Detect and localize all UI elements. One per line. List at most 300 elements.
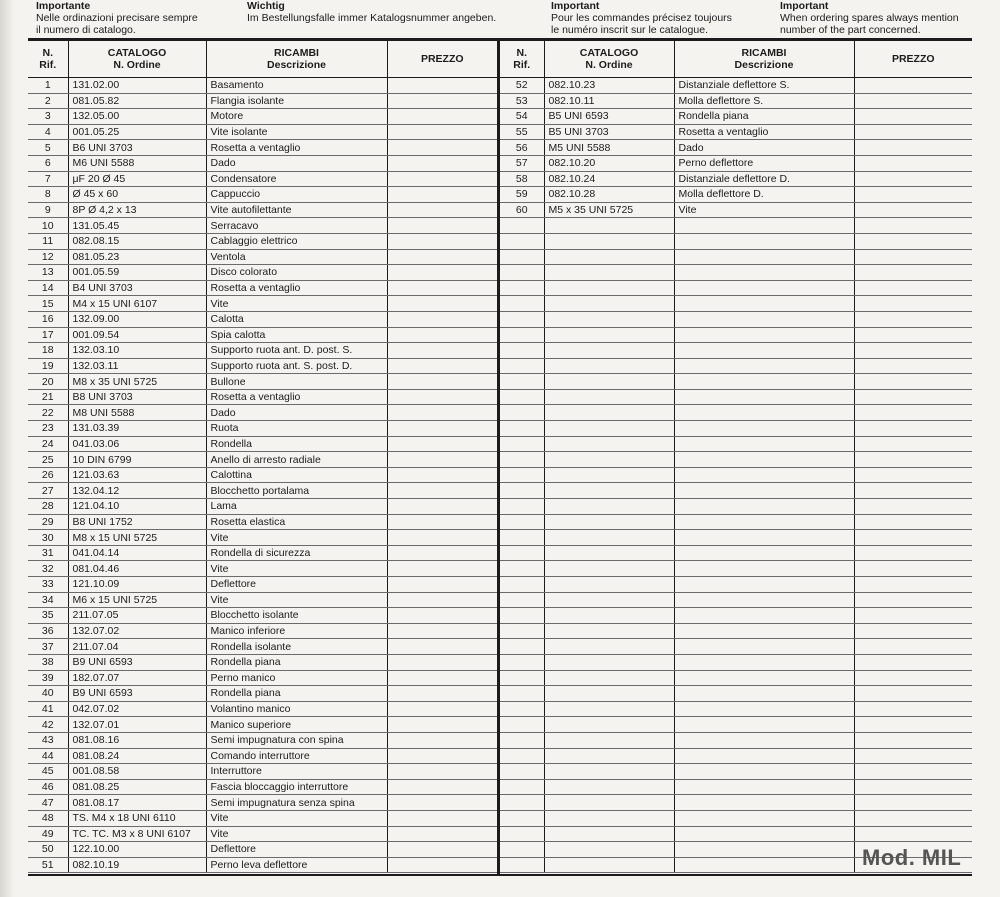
table-row [28,608,497,624]
cell-catalogo: 211.07.04 [68,639,206,655]
cell-descrizione [674,732,854,748]
cell-prezzo [387,374,497,390]
cell-prezzo [387,405,497,421]
table-row [28,389,497,405]
cell-prezzo [854,561,972,577]
cell-catalogo [544,717,674,733]
bottom-rule [28,874,972,876]
parts-list [28,41,972,876]
cell-catalogo [544,561,674,577]
table-row [500,249,972,265]
cell-descrizione [674,577,854,593]
cell-rif: 31 [28,545,68,561]
table-row [28,514,497,530]
cell-prezzo [387,748,497,764]
cell-descrizione: Distanziale deflettore D. [674,171,854,187]
col-prezzo-header: PREZZO [387,41,497,78]
cell-rif: 54 [500,109,544,125]
cell-prezzo [854,577,972,593]
cell-prezzo [387,561,497,577]
cell-prezzo [387,592,497,608]
cell-rif [500,670,544,686]
cell-prezzo [854,717,972,733]
table-row [28,810,497,826]
table-row [28,764,497,780]
cell-catalogo: 132.09.00 [68,311,206,327]
cell-prezzo [387,296,497,312]
cell-descrizione: Manico inferiore [206,623,387,639]
cell-descrizione: Distanziale deflettore S. [674,78,854,94]
cell-prezzo [387,639,497,655]
cell-prezzo [387,842,497,858]
cell-rif: 28 [28,499,68,515]
cell-prezzo [854,608,972,624]
cell-catalogo: 001.09.54 [68,327,206,343]
cell-catalogo [544,483,674,499]
cell-prezzo [854,545,972,561]
cell-rif: 42 [28,717,68,733]
cell-catalogo [544,389,674,405]
cell-rif [500,499,544,515]
cell-descrizione: Supporto ruota ant. D. post. S. [206,343,387,359]
cell-catalogo: B8 UNI 3703 [68,389,206,405]
cell-rif: 49 [28,826,68,842]
table-row [28,530,497,546]
table-row [500,311,972,327]
cell-descrizione: Vite [206,561,387,577]
cell-descrizione [674,764,854,780]
cell-descrizione [674,701,854,717]
cell-catalogo [544,218,674,234]
cell-rif [500,748,544,764]
cell-catalogo: 082.10.24 [544,171,674,187]
cell-descrizione: Vite [206,296,387,312]
cell-prezzo [854,296,972,312]
cell-descrizione [674,686,854,702]
cell-catalogo: 121.10.09 [68,577,206,593]
cell-descrizione: Perno deflettore [674,155,854,171]
cell-descrizione [674,374,854,390]
cell-rif: 30 [28,530,68,546]
cell-prezzo [854,592,972,608]
table-row [28,748,497,764]
cell-descrizione [674,405,854,421]
cell-catalogo [544,577,674,593]
cell-rif: 51 [28,857,68,873]
cell-descrizione [674,296,854,312]
table-row [28,499,497,515]
cell-prezzo [854,155,972,171]
cell-rif: 27 [28,483,68,499]
cell-descrizione: Rondella piana [206,686,387,702]
cell-rif [500,265,544,281]
cell-prezzo [854,202,972,218]
note-french [551,0,732,36]
cell-catalogo: 081.05.82 [68,93,206,109]
cell-prezzo [387,78,497,94]
cell-descrizione: Blocchetto isolante [206,608,387,624]
table-row [28,78,497,94]
cell-rif: 40 [28,686,68,702]
cell-prezzo [387,530,497,546]
cell-prezzo [387,93,497,109]
cell-rif: 5 [28,140,68,156]
cell-rif: 44 [28,748,68,764]
note-line: Im Bestellungsfalle immer Katalogsnummer angeben. [247,12,497,24]
cell-descrizione [674,358,854,374]
cell-prezzo [854,233,972,249]
cell-catalogo: M5 UNI 5588 [544,140,674,156]
table-row [500,202,972,218]
cell-prezzo [854,748,972,764]
cell-descrizione: Rondella piana [206,654,387,670]
cell-catalogo: 001.05.59 [68,265,206,281]
table-row [500,436,972,452]
cell-descrizione: Basamento [206,78,387,94]
table-row [28,265,497,281]
table-row [500,826,972,842]
note-heading: Important [551,0,600,12]
table-row [28,467,497,483]
cell-prezzo [854,78,972,94]
table-row [28,670,497,686]
cell-prezzo [854,670,972,686]
cell-descrizione [674,452,854,468]
cell-catalogo [544,296,674,312]
cell-catalogo: M6 UNI 5588 [68,155,206,171]
cell-rif [500,795,544,811]
cell-rif [500,343,544,359]
note-heading: Wichtig [247,0,285,12]
cell-descrizione: Comando interruttore [206,748,387,764]
cell-prezzo [854,374,972,390]
cell-rif [500,249,544,265]
cell-catalogo: M8 x 35 UNI 5725 [68,374,206,390]
table-row [500,187,972,203]
cell-prezzo [854,249,972,265]
cell-prezzo [387,545,497,561]
cell-descrizione: Rosetta a ventaglio [206,140,387,156]
model-label: Mod. MIL [862,845,962,870]
table-row [500,265,972,281]
cell-prezzo [854,483,972,499]
cell-descrizione: Ventola [206,249,387,265]
table-row [500,467,972,483]
note-english [780,0,959,36]
table-row [500,717,972,733]
table-row [500,140,972,156]
cell-catalogo: 042.07.02 [68,701,206,717]
cell-rif [500,701,544,717]
cell-rif: 26 [28,467,68,483]
cell-descrizione: Vite [206,810,387,826]
cell-descrizione [674,826,854,842]
cell-catalogo: 132.07.01 [68,717,206,733]
col-catalogo-header: CATALOGO N. Ordine [68,41,206,78]
cell-rif: 33 [28,577,68,593]
cell-catalogo: 082.10.19 [68,857,206,873]
table-row [28,327,497,343]
cell-rif [500,623,544,639]
cell-prezzo [387,155,497,171]
cell-descrizione: Molla deflettore S. [674,93,854,109]
cell-prezzo [387,717,497,733]
cell-catalogo: 122.10.00 [68,842,206,858]
cell-rif [500,327,544,343]
cell-prezzo [854,343,972,359]
table-row [500,78,972,94]
cell-prezzo [854,623,972,639]
cell-rif [500,514,544,530]
cell-prezzo [387,218,497,234]
cell-rif: 22 [28,405,68,421]
cell-catalogo: B9 UNI 6593 [68,686,206,702]
cell-descrizione: Serracavo [206,218,387,234]
cell-catalogo [544,405,674,421]
cell-prezzo [854,467,972,483]
table-row [500,732,972,748]
table-row [28,249,497,265]
table-row [500,421,972,437]
cell-rif [500,561,544,577]
cell-catalogo: B9 UNI 6593 [68,654,206,670]
table-row [500,343,972,359]
cell-prezzo [387,233,497,249]
cell-prezzo [387,467,497,483]
cell-prezzo [387,311,497,327]
table-row [28,686,497,702]
cell-rif [500,436,544,452]
cell-catalogo [544,654,674,670]
table-row [28,654,497,670]
cell-catalogo: 001.05.25 [68,124,206,140]
table-row [500,405,972,421]
cell-catalogo [544,452,674,468]
cell-catalogo [544,826,674,842]
cell-catalogo: TS. M4 x 18 UNI 6110 [68,810,206,826]
cell-prezzo [387,670,497,686]
cell-rif: 1 [28,78,68,94]
cell-prezzo [387,452,497,468]
table-row [28,795,497,811]
cell-prezzo [854,140,972,156]
table-row [500,452,972,468]
cell-rif: 56 [500,140,544,156]
cell-rif [500,810,544,826]
cell-rif [500,764,544,780]
cell-rif: 41 [28,701,68,717]
cell-descrizione: Rosetta a ventaglio [206,280,387,296]
cell-descrizione [674,265,854,281]
table-row [500,577,972,593]
table-row [28,155,497,171]
cell-rif: 50 [28,842,68,858]
cell-catalogo [544,358,674,374]
cell-catalogo [544,701,674,717]
table-row [28,140,497,156]
cell-catalogo: 132.03.10 [68,343,206,359]
cell-prezzo [387,280,497,296]
cell-catalogo [544,686,674,702]
cell-descrizione [674,545,854,561]
cell-descrizione: Flangia isolante [206,93,387,109]
table-row [500,779,972,795]
cell-catalogo [544,639,674,655]
cell-catalogo: M8 UNI 5588 [68,405,206,421]
table-header-row [500,41,972,78]
cell-rif: 37 [28,639,68,655]
cell-catalogo: B4 UNI 3703 [68,280,206,296]
table-row [500,530,972,546]
cell-prezzo [854,810,972,826]
table-row [28,452,497,468]
cell-prezzo [854,311,972,327]
cell-rif: 14 [28,280,68,296]
table-row [500,124,972,140]
cell-descrizione [674,779,854,795]
cell-rif [500,842,544,858]
cell-prezzo [854,654,972,670]
cell-rif [500,717,544,733]
cell-prezzo [854,530,972,546]
cell-descrizione [674,623,854,639]
cell-descrizione [674,436,854,452]
note-german [247,0,496,24]
table-row [500,93,972,109]
table-row [500,764,972,780]
cell-descrizione: Lama [206,499,387,515]
cell-prezzo [387,327,497,343]
cell-prezzo [854,686,972,702]
cell-rif: 23 [28,421,68,437]
table-row [28,639,497,655]
cell-rif [500,421,544,437]
cell-catalogo [544,670,674,686]
table-row [28,826,497,842]
table-row [500,686,972,702]
cell-descrizione: Vite [206,826,387,842]
table-row [28,592,497,608]
cell-rif [500,530,544,546]
cell-prezzo [387,265,497,281]
table-header-row [28,41,497,78]
cell-rif: 57 [500,155,544,171]
cell-catalogo [544,779,674,795]
cell-descrizione: Interruttore [206,764,387,780]
cell-prezzo [387,826,497,842]
table-row [28,701,497,717]
cell-catalogo: 081.04.46 [68,561,206,577]
table-row [28,296,497,312]
cell-descrizione: Vite [206,592,387,608]
cell-rif: 7 [28,171,68,187]
cell-prezzo [387,764,497,780]
table-row [500,592,972,608]
cell-descrizione: Ruota [206,421,387,437]
cell-prezzo [854,779,972,795]
cell-rif: 47 [28,795,68,811]
cell-rif [500,296,544,312]
cell-descrizione: Semi impugnatura senza spina [206,795,387,811]
cell-prezzo [387,421,497,437]
cell-catalogo [544,249,674,265]
cell-catalogo: M4 x 15 UNI 6107 [68,296,206,312]
cell-descrizione: Spia calotta [206,327,387,343]
table-row [28,233,497,249]
cell-prezzo [387,654,497,670]
cell-descrizione: Condensatore [206,171,387,187]
cell-prezzo [387,483,497,499]
cell-descrizione: Perno manico [206,670,387,686]
cell-catalogo: 121.04.10 [68,499,206,515]
cell-catalogo: 132.05.00 [68,109,206,125]
cell-rif: 32 [28,561,68,577]
cell-rif: 12 [28,249,68,265]
cell-catalogo [544,764,674,780]
cell-prezzo [854,171,972,187]
table-row [28,779,497,795]
cell-rif: 43 [28,732,68,748]
cell-rif [500,218,544,234]
cell-catalogo: 081.08.25 [68,779,206,795]
table-row [28,857,497,873]
cell-rif: 58 [500,171,544,187]
cell-catalogo: 131.05.45 [68,218,206,234]
cell-prezzo [387,389,497,405]
cell-rif [500,857,544,873]
cell-catalogo: 132.04.12 [68,483,206,499]
cell-catalogo: 081.08.24 [68,748,206,764]
col-catalogo-header: CATALOGO N. Ordine [544,41,674,78]
cell-descrizione: Anello di arresto radiale [206,452,387,468]
note-heading: Importante [36,0,91,12]
cell-descrizione: Volantino manico [206,701,387,717]
cell-descrizione: Rondella piana [674,109,854,125]
table-row [500,389,972,405]
cell-descrizione [674,608,854,624]
cell-prezzo [387,732,497,748]
cell-catalogo [544,810,674,826]
cell-rif [500,732,544,748]
cell-rif: 11 [28,233,68,249]
cell-catalogo: 082.10.23 [544,78,674,94]
cell-descrizione: Rondella isolante [206,639,387,655]
cell-catalogo [544,857,674,873]
cell-rif: 3 [28,109,68,125]
cell-rif: 35 [28,608,68,624]
cell-prezzo [854,499,972,515]
cell-rif [500,358,544,374]
cell-rif: 18 [28,343,68,359]
cell-rif: 60 [500,202,544,218]
cell-prezzo [854,327,972,343]
cell-descrizione: Calottina [206,467,387,483]
table-row [500,374,972,390]
cell-rif: 13 [28,265,68,281]
cell-prezzo [854,826,972,842]
table-row [28,623,497,639]
cell-catalogo: 10 DIN 6799 [68,452,206,468]
col-rif-header: N. Rif. [28,41,68,78]
cell-catalogo: 041.04.14 [68,545,206,561]
table-row [500,233,972,249]
cell-descrizione: Cablaggio elettrico [206,233,387,249]
cell-descrizione [674,561,854,577]
table-row [500,358,972,374]
cell-prezzo [387,124,497,140]
cell-descrizione: Disco colorato [206,265,387,281]
cell-descrizione [674,343,854,359]
